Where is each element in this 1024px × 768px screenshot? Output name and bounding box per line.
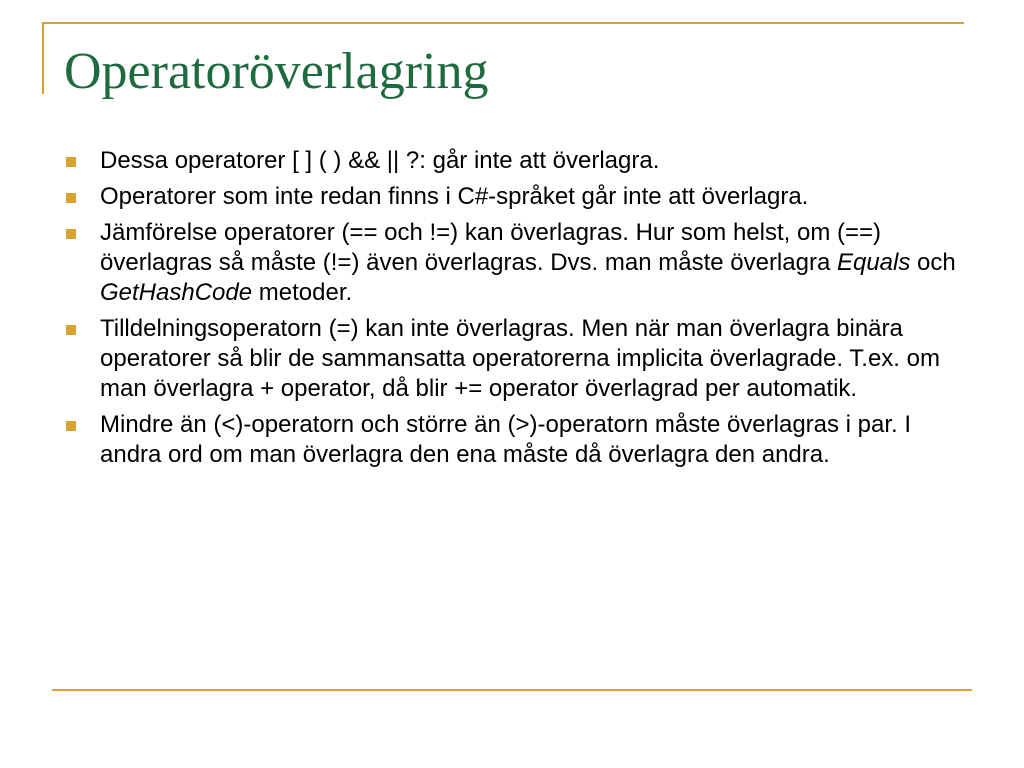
bullet-item: [64, 410, 974, 470]
slide-title: Operatoröverlagring: [64, 43, 489, 100]
gethashcode-method-name: GetHashCode: [100, 279, 253, 306]
square-bullet-icon: [66, 325, 76, 335]
top-rule: [44, 22, 964, 24]
bullet-text: Tilldelningsoperatorn (=) kan inte överlagras. Men när man överlagra binära operatorer så blir de sammansatta operatorerna implicita överlagrade. T.ex. om man överlagra + operator, då blir += operator överlagrad per automatik.: [100, 315, 940, 402]
square-bullet-icon: [66, 229, 76, 239]
bottom-rule: [52, 689, 972, 691]
square-bullet-icon: [66, 193, 76, 203]
bullet-text: Dessa operatorer [ ] ( ) && || ?: går inte att överlagra.: [100, 147, 660, 174]
square-bullet-icon: [66, 157, 76, 167]
equals-method-name: Equals: [836, 249, 911, 276]
left-rule: [42, 22, 44, 94]
bullet-item: [64, 314, 974, 404]
bullet-text-part: och: [910, 249, 956, 276]
bullet-item: [64, 218, 974, 308]
bullet-list: [64, 146, 974, 476]
bullet-text-part: metoder.: [252, 279, 353, 306]
bullet-text: Operatorer som inte redan finns i C#-språket går inte att överlagra.: [100, 183, 809, 210]
bullet-text: Mindre än (<)-operatorn och större än (>)-operatorn måste överlagras i par. I andra ord om man överlagra den ena måste då överlagra den andra.: [100, 411, 912, 468]
bullet-text: [100, 219, 956, 306]
bullet-text-part: Jämförelse operatorer (== och !=) kan överlagras. Hur som helst, om (==) överlagras så måste (!=) även överlagras. Dvs. man måste överlagra: [100, 219, 881, 276]
bullet-item: [64, 146, 974, 176]
square-bullet-icon: [66, 421, 76, 431]
bullet-item: [64, 182, 974, 212]
